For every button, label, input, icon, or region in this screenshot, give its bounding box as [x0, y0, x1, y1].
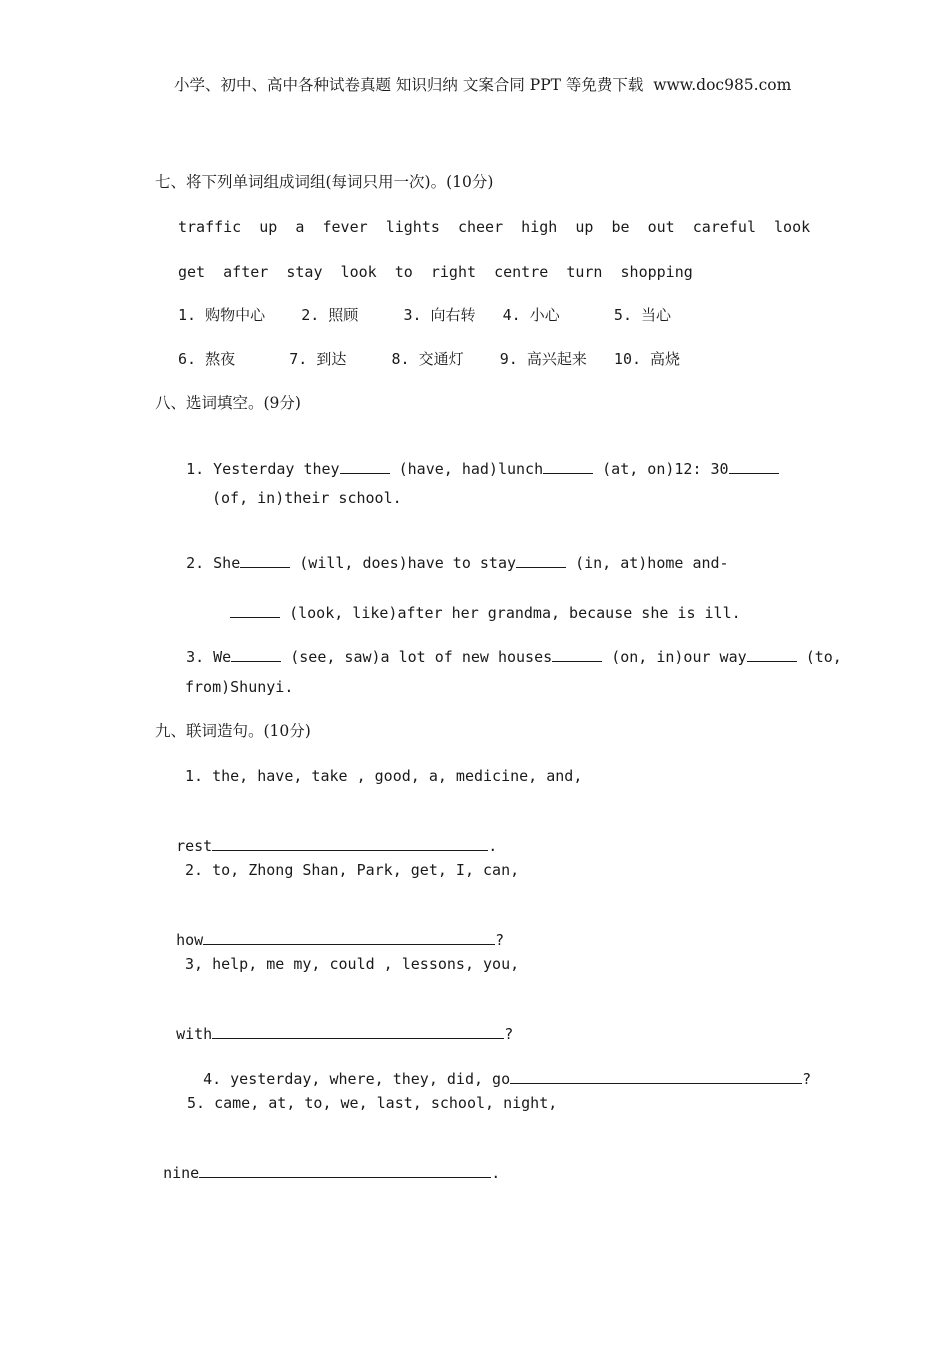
question-9-1-words: 1. the, have, take , good, a, medicine, and,: [185, 767, 583, 785]
answer-blank[interactable]: [199, 1163, 491, 1178]
answer-blank[interactable]: [230, 603, 280, 618]
answer-blank[interactable]: [340, 459, 390, 474]
q-text: (will, does)have to stay: [299, 554, 517, 572]
answer-end: ?: [504, 1025, 514, 1043]
q-number: 2.: [186, 554, 205, 572]
q-text: She: [213, 554, 241, 572]
answer-start: rest: [176, 837, 213, 855]
q-number: 3.: [186, 648, 205, 666]
page-header: 小学、初中、高中各种试卷真题 知识归纳 文案合同 PPT 等免费下载 www.doc985.com: [174, 76, 792, 94]
answer-blank[interactable]: [240, 553, 290, 568]
word-bank-line-2: get after stay look to right centre turn shopping: [178, 263, 693, 281]
answer-blank[interactable]: [747, 647, 797, 662]
question-9-2-words: 2. to, Zhong Shan, Park, get, I, can,: [185, 861, 520, 879]
question-8-2: [168, 533, 729, 573]
answer-blank[interactable]: [203, 930, 495, 945]
phrase-items-line-1: 1. 购物中心 2. 照顾 3. 向右转 4. 小心 5. 当心: [178, 306, 672, 324]
answer-start: nine: [163, 1164, 200, 1182]
q-text: (in, at)home and-: [575, 554, 729, 572]
answer-blank[interactable]: [212, 836, 488, 851]
question-8-3-continued: from)Shunyi.: [185, 678, 294, 696]
phrase-items-line-2: 6. 熬夜 7. 到达 8. 交通灯 9. 高兴起来 10. 高烧: [178, 350, 681, 368]
answer-blank[interactable]: [231, 647, 281, 662]
answer-blank[interactable]: [729, 459, 779, 474]
q-number: 1.: [186, 460, 205, 478]
answer-blank[interactable]: [510, 1069, 802, 1084]
section-7-title: 七、将下列单词组成词组(每词只用一次)。(10分): [155, 173, 494, 191]
word-bank-line-1: traffic up a fever lights cheer high up be out careful look: [178, 218, 811, 236]
answer-blank[interactable]: [543, 459, 593, 474]
answer-end: ?: [802, 1070, 812, 1088]
answer-start: with: [176, 1025, 213, 1043]
q-text: (have, had)lunch: [398, 460, 544, 478]
section-9-title: 九、联词造句。(10分): [155, 722, 311, 740]
question-9-5-answer: [145, 1143, 500, 1183]
answer-end: ?: [495, 931, 505, 949]
question-8-3: [168, 627, 842, 667]
q-text: (see, saw)a lot of new houses: [290, 648, 553, 666]
question-8-2-continued: [212, 583, 741, 623]
q-text: (on, in)our way: [611, 648, 747, 666]
question-9-5-words: 5. came, at, to, we, last, school, night,: [187, 1094, 558, 1112]
answer-end: .: [488, 837, 498, 855]
q-text: (to,: [805, 648, 842, 666]
answer-blank[interactable]: [516, 553, 566, 568]
question-8-1-continued: (of, in)their school.: [212, 489, 402, 507]
q-text: Yesterday they: [213, 460, 340, 478]
q-text: We: [213, 648, 232, 666]
answer-end: .: [491, 1164, 501, 1182]
q-text: (look, like)after her grandma, because she is ill.: [289, 604, 741, 622]
question-9-3-answer: [158, 1004, 513, 1044]
answer-start: how: [176, 931, 204, 949]
question-9-4: [185, 1049, 811, 1089]
question-9-3-words: 3, help, me my, could , lessons, you,: [185, 955, 520, 973]
q-text: (at, on)12: 30: [602, 460, 729, 478]
answer-blank[interactable]: [212, 1024, 504, 1039]
section-8-title: 八、选词填空。(9分): [155, 394, 301, 412]
question-9-2-answer: [158, 910, 504, 950]
answer-blank[interactable]: [552, 647, 602, 662]
question-9-1-answer: [158, 816, 497, 856]
question-8-1: [168, 439, 779, 479]
q-words: 4. yesterday, where, they, did, go: [203, 1070, 511, 1088]
